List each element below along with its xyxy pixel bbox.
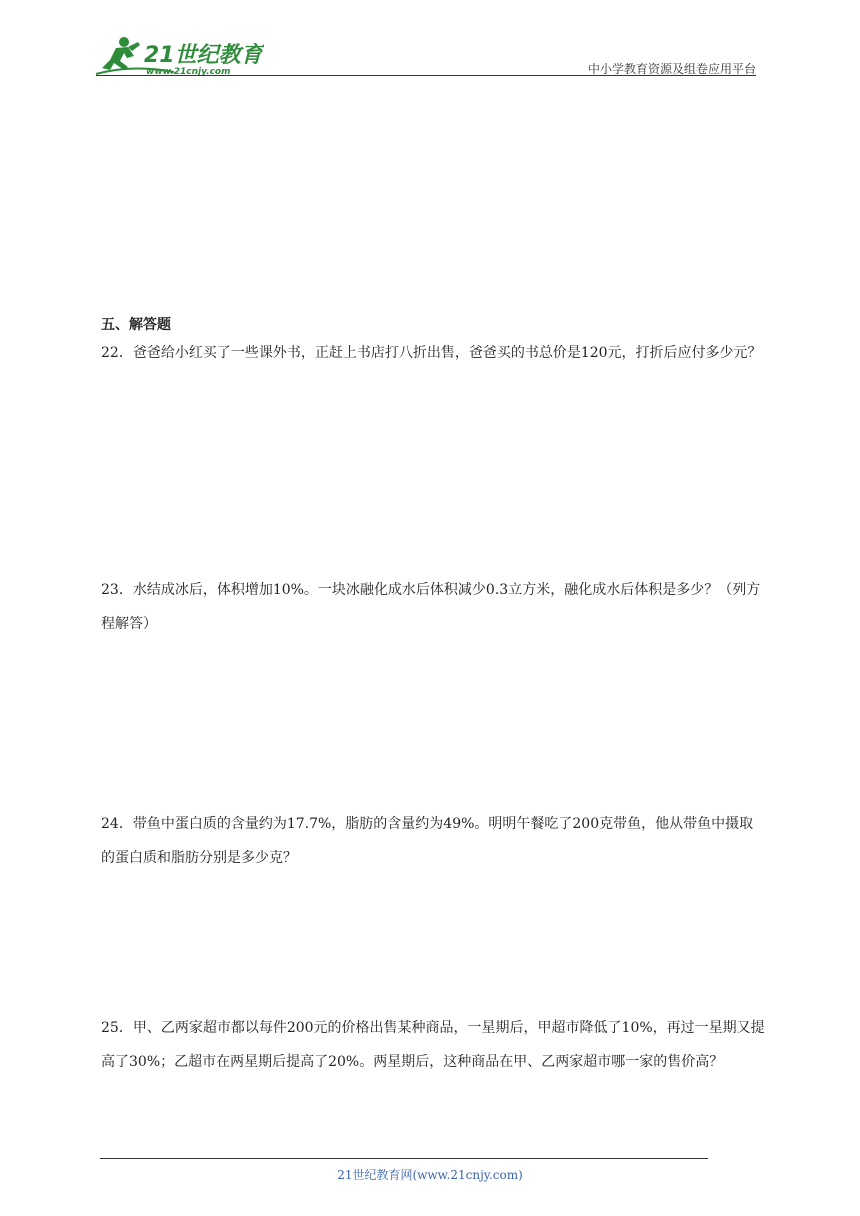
section-title: 五、解答题 (101, 317, 171, 333)
header-divider (96, 75, 756, 76)
question-23: 23．水结成冰后，体积增加10%。一块冰融化成水后体积减少0.3立方米，融化成水后体积是多少？（列方程解答） (101, 582, 761, 632)
svg-text:www.21cnjy.com: www.21cnjy.com (146, 67, 231, 77)
svg-text:21世纪教育: 21世纪教育 (144, 43, 263, 68)
platform-name: 中小学教育资源及组卷应用平台 (587, 62, 756, 76)
site-logo (94, 34, 264, 78)
question-25: 25．甲、乙两家超市都以每件200元的价格出售某种商品，一星期后，甲超市降低了10%，再过一星期又提高了30%；乙超市在两星期后提高了20%。两星期后，这种商品在甲、乙两家超市哪一家的售价高？ (101, 1020, 765, 1070)
question-24: 24．带鱼中蛋白质的含量约为17.7%，脂肪的含量约为49%。明明午餐吃了200克带鱼，他从带鱼中摄取的蛋白质和脂肪分别是多少克？ (101, 816, 754, 866)
runner-logo-icon (94, 34, 264, 78)
footer-divider (100, 1158, 708, 1159)
question-22: 22．爸爸给小红买了一些课外书，正赶上书店打八折出售，爸爸买的书总价是120元，打折后应付多少元？ (101, 345, 762, 361)
footer-link[interactable]: 21世纪教育网(www.21cnjy.com) (337, 1168, 523, 1182)
